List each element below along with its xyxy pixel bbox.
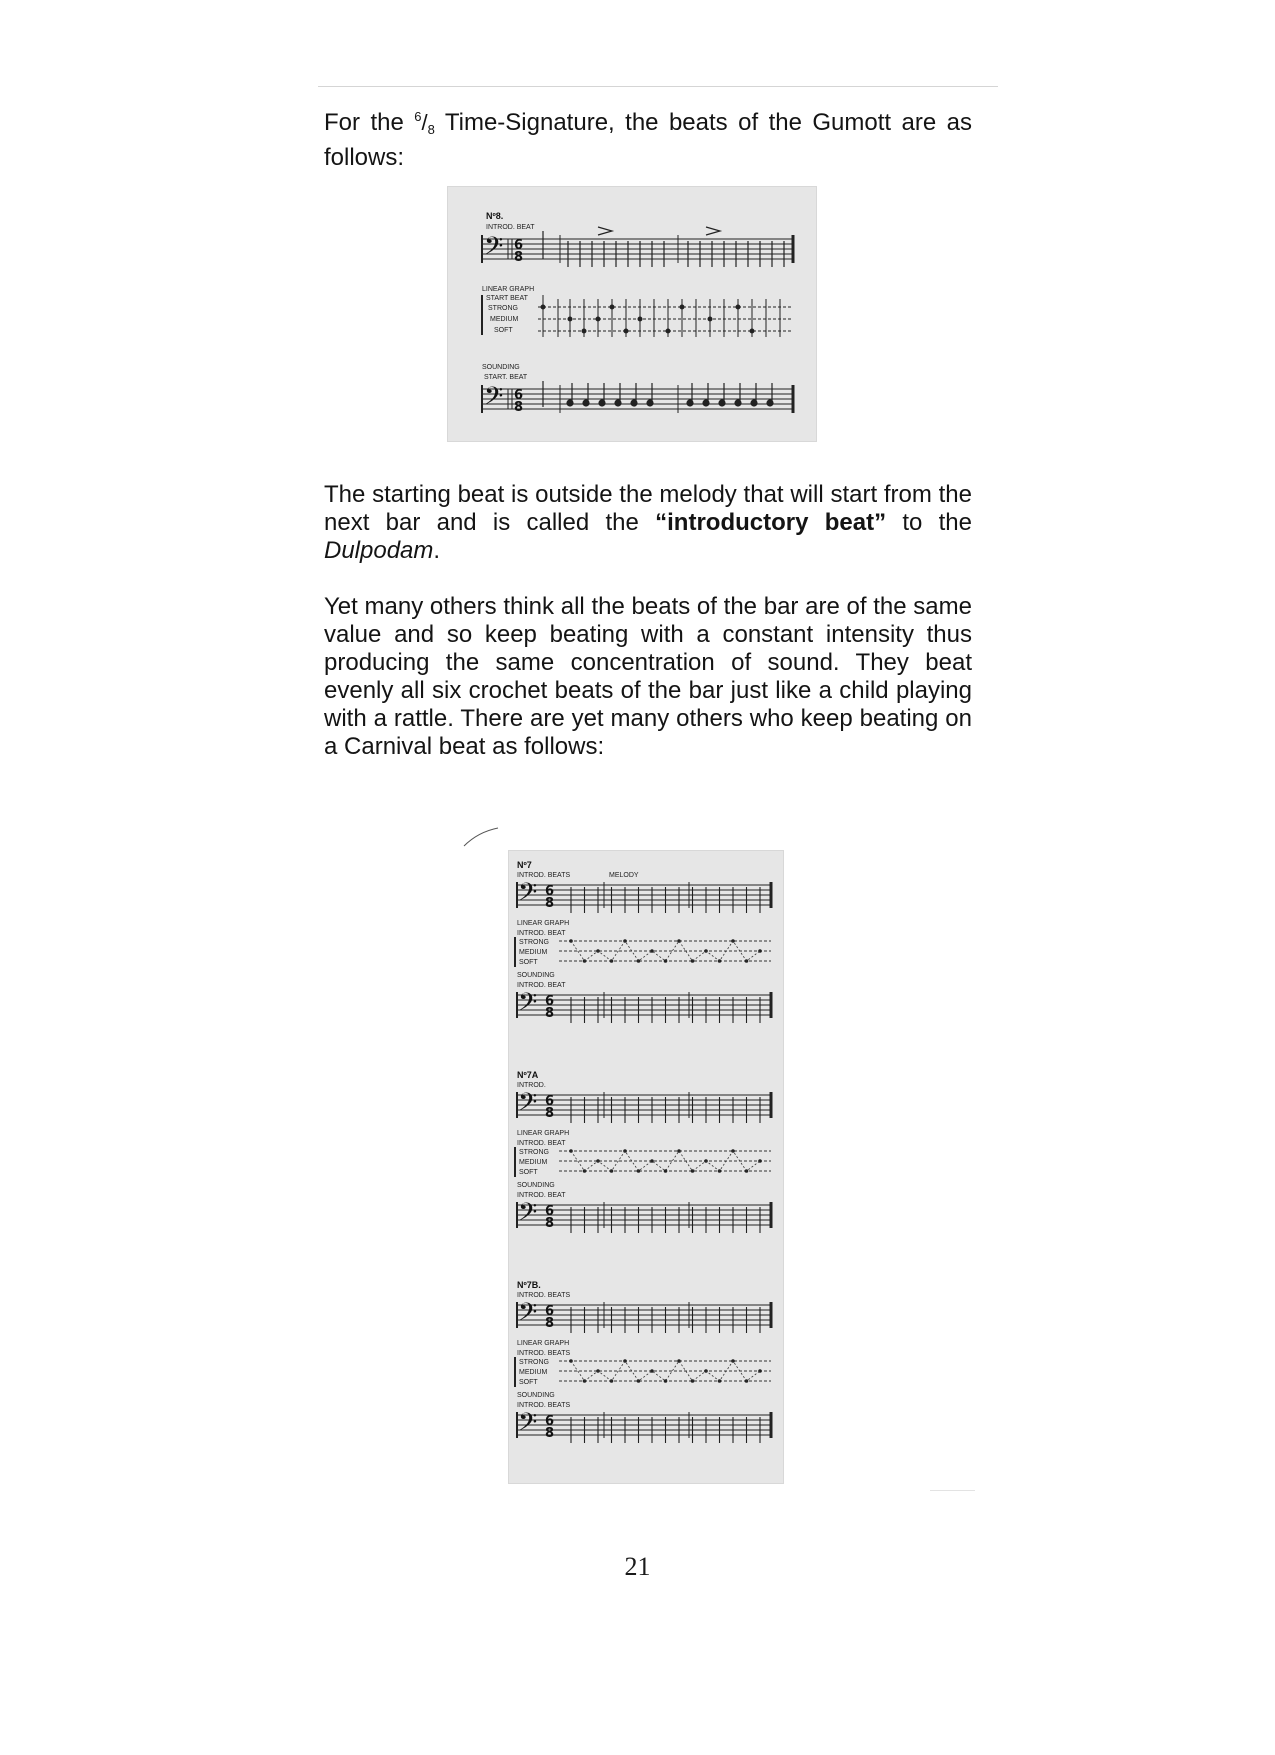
section-2-sounding-label: SOUNDING bbox=[517, 1182, 555, 1189]
linear-graph-1 bbox=[482, 295, 793, 337]
bass-clef-icon: 𝄢 bbox=[518, 988, 538, 1023]
section-2-soft-label: SOFT bbox=[519, 1169, 538, 1176]
time-signature-denominator: 8 bbox=[427, 122, 435, 137]
section-2-linear-graph-label: LINEAR GRAPH bbox=[517, 1130, 570, 1137]
section-3-intro3-label: INTROD. BEATS bbox=[517, 1402, 571, 1409]
time-sig-bottom: 8 bbox=[545, 1426, 555, 1441]
carnival-beat-notation bbox=[509, 851, 783, 1483]
time-sig-bottom: 8 bbox=[514, 400, 524, 415]
section-1-intro-label: INTROD. BEATS bbox=[517, 872, 571, 879]
section-3-soft-label: SOFT bbox=[519, 1379, 538, 1386]
figure1-strong-label: STRONG bbox=[488, 305, 518, 312]
bass-clef-icon: 𝄢 bbox=[518, 1408, 538, 1443]
time-signature-slash: / bbox=[421, 110, 428, 135]
time-sig-top: 6 bbox=[545, 884, 555, 899]
section-1-linear-graph-label: LINEAR GRAPH bbox=[517, 920, 570, 927]
section-3-intro2-label: INTROD. BEATS bbox=[517, 1350, 571, 1357]
time-sig-bottom: 8 bbox=[545, 1006, 555, 1021]
section-1-medium-label: MEDIUM bbox=[519, 949, 548, 956]
staff-1-notes bbox=[543, 227, 784, 267]
scan-artifact-line bbox=[318, 86, 998, 87]
time-sig-top: 6 bbox=[545, 1414, 555, 1429]
scan-artifact-line bbox=[930, 1490, 975, 1491]
section-2-strong-label: STRONG bbox=[519, 1149, 549, 1156]
bass-clef-icon: 𝄢 bbox=[484, 382, 504, 417]
time-signature-numerator: 6 bbox=[414, 109, 422, 124]
introductory-beat-term: “introductory beat” bbox=[655, 509, 887, 536]
section-2-intro3-label: INTROD. BEAT bbox=[517, 1192, 566, 1199]
para2-end: . bbox=[433, 537, 441, 564]
time-sig-top: 6 bbox=[514, 238, 524, 253]
introductory-beat-paragraph bbox=[324, 481, 972, 565]
bass-clef-icon: 𝄢 bbox=[518, 1298, 538, 1333]
staff-2 bbox=[482, 385, 793, 413]
carnival-beat-paragraph: Yet many others think all the beats of the bar are of the same value and so keep beating with a constant intensity thus producing the same concentration of sound. They beat evenly all six crochet beats of the bar just like a child playing with a rattle. There are yet many others who keep beating on a Carnival beat as follows: bbox=[324, 593, 972, 760]
staff-1 bbox=[482, 235, 793, 263]
figure1-sounding-label: SOUNDING bbox=[482, 364, 520, 371]
time-signature-fraction bbox=[414, 109, 435, 137]
section-2-intro-label: INTROD. bbox=[517, 1082, 546, 1089]
intro-paragraph bbox=[324, 103, 972, 172]
section-1-intro2-label: INTROD. BEAT bbox=[517, 930, 566, 937]
time-sig-bottom: 8 bbox=[545, 1106, 555, 1121]
time-sig-top: 6 bbox=[545, 1204, 555, 1219]
section-1-soft-label: SOFT bbox=[519, 959, 538, 966]
figure1-medium-label: MEDIUM bbox=[490, 316, 519, 323]
time-sig-bottom: 8 bbox=[545, 1316, 555, 1331]
section-2-medium-label: MEDIUM bbox=[519, 1159, 548, 1166]
figure1-linear-graph-label: LINEAR GRAPH bbox=[482, 286, 535, 293]
time-sig-top: 6 bbox=[545, 994, 555, 1009]
figure1-soft-label: SOFT bbox=[494, 327, 513, 334]
section-2-number-label: Nº7A bbox=[517, 1070, 539, 1080]
section-1-intro3-label: INTROD. BEAT bbox=[517, 982, 566, 989]
time-sig-top: 6 bbox=[545, 1094, 555, 1109]
time-sig-bottom: 8 bbox=[545, 896, 555, 911]
time-sig-bottom: 8 bbox=[514, 250, 524, 265]
para2-before: The starting beat is outside the melody that will start from the next bar and is called the bbox=[324, 481, 972, 536]
intro-prefix: For the bbox=[324, 109, 415, 136]
figure1-start-beat-label: START BEAT bbox=[486, 295, 528, 302]
section-3-medium-label: MEDIUM bbox=[519, 1369, 548, 1376]
figure1-number-label: Nº8. bbox=[486, 211, 504, 221]
carnival-beat-figure bbox=[508, 850, 784, 1484]
section-1-sounding-label: SOUNDING bbox=[517, 972, 555, 979]
dulpodam-term: Dulpodam bbox=[324, 537, 434, 564]
time-sig-top: 6 bbox=[545, 1304, 555, 1319]
gumott-68-notation bbox=[448, 187, 816, 441]
section-2-intro2-label: INTROD. BEAT bbox=[517, 1140, 566, 1147]
gumott-68-beat-figure bbox=[447, 186, 817, 442]
bass-clef-icon: 𝄢 bbox=[518, 1198, 538, 1233]
figure1-intro-label: INTROD. BEAT bbox=[486, 224, 535, 231]
para2-middle: to the bbox=[886, 509, 972, 536]
section-1-strong-label: STRONG bbox=[519, 939, 549, 946]
section-3-sounding-label: SOUNDING bbox=[517, 1392, 555, 1399]
figure1-sounding-start-label: START. BEAT bbox=[484, 374, 528, 381]
page-number: 21 bbox=[624, 1552, 651, 1581]
bass-clef-icon: 𝄢 bbox=[484, 232, 504, 267]
section-1-melody-label: MELODY bbox=[609, 872, 639, 879]
time-sig-top: 6 bbox=[514, 388, 524, 403]
section-3-intro-label: INTROD. BEATS bbox=[517, 1292, 571, 1299]
bass-clef-icon: 𝄢 bbox=[518, 1088, 538, 1123]
bass-clef-icon: 𝄢 bbox=[518, 878, 538, 913]
time-sig-bottom: 8 bbox=[545, 1216, 555, 1231]
section-3-number-label: Nº7B. bbox=[517, 1280, 541, 1290]
section-3-strong-label: STRONG bbox=[519, 1359, 549, 1366]
section-3-linear-graph-label: LINEAR GRAPH bbox=[517, 1340, 570, 1347]
section-1-number-label: Nº7 bbox=[517, 860, 532, 870]
pen-mark bbox=[462, 826, 502, 848]
intro-suffix: Time-Signature, the beats of the Gumott are as follows: bbox=[324, 109, 973, 171]
